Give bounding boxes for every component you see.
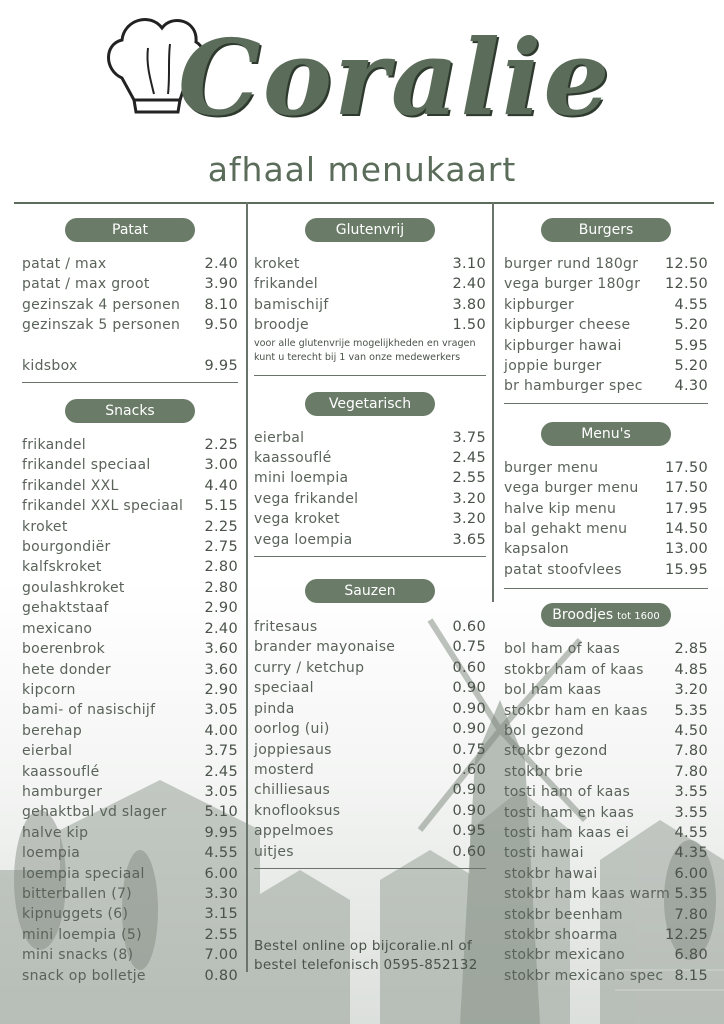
item-name: halve kip — [22, 824, 89, 841]
item-price: 3.10 — [452, 256, 486, 272]
item-price: 3.20 — [674, 682, 708, 699]
menu-item — [254, 295, 486, 315]
item-price: 5.35 — [674, 702, 708, 719]
item-name: curry / ketchup — [254, 659, 365, 676]
menu-item — [254, 678, 486, 698]
item-name: kroket — [254, 256, 300, 272]
menu-item — [504, 966, 708, 986]
item-price: 12.50 — [664, 256, 708, 272]
menu-item — [504, 701, 708, 721]
item-price: 5.20 — [674, 358, 708, 375]
item-name: oorlog (ui) — [254, 721, 330, 738]
menu-item — [22, 315, 238, 335]
item-name: kroket — [22, 518, 68, 535]
menu-item — [504, 499, 708, 519]
item-price: 4.85 — [674, 661, 708, 678]
item-price: 0.75 — [452, 741, 486, 758]
menu-item — [254, 274, 486, 294]
menu-item — [254, 428, 486, 448]
item-price: 6.00 — [674, 865, 708, 882]
section-title-broodjes — [541, 603, 671, 627]
item-price: 2.80 — [204, 559, 238, 576]
item-price: 9.95 — [204, 824, 238, 841]
item-name: patat stoofvlees — [504, 561, 622, 578]
broodjes-title: Broodjes — [552, 607, 614, 624]
menu-item — [22, 945, 238, 965]
item-name: fritesaus — [254, 619, 318, 636]
menu-item — [504, 925, 708, 945]
section-title-burgers: Burgers — [541, 218, 671, 242]
item-name: stokbr ham en kaas — [504, 702, 648, 719]
item-name: speciaal — [254, 680, 314, 697]
order-info — [254, 937, 486, 975]
menu-item — [254, 315, 486, 335]
item-name: eierbal — [254, 429, 305, 446]
item-price: 4.55 — [204, 845, 238, 862]
item-name: bami- of nasischijf — [22, 702, 156, 719]
menu-item — [254, 448, 486, 468]
section-title-patat: Patat — [65, 218, 195, 242]
item-name: mini loempia (5) — [22, 926, 142, 943]
item-price: 17.95 — [664, 500, 708, 517]
item-name: gezinszak 5 personen — [22, 317, 181, 334]
item-name: mini snacks (8) — [22, 947, 134, 964]
item-name: pinda — [254, 700, 295, 717]
menu-item — [504, 519, 708, 539]
item-price: 4.00 — [204, 722, 238, 739]
item-price: 0.90 — [452, 802, 486, 819]
menu-item — [22, 802, 238, 822]
item-name: loempia speciaal — [22, 865, 145, 882]
menu-item — [254, 468, 486, 488]
menu-item — [504, 376, 708, 396]
item-price: 0.90 — [452, 782, 486, 799]
item-price: 7.80 — [674, 906, 708, 923]
item-name: kidsbox — [22, 357, 78, 374]
section-burgers — [504, 218, 708, 404]
item-price: 7.80 — [674, 743, 708, 760]
item-price: 5.10 — [204, 804, 238, 821]
item-price: 17.50 — [664, 480, 708, 497]
section-glutenvrij — [254, 218, 486, 376]
section-menus — [504, 422, 708, 589]
menu-item — [504, 539, 708, 559]
menu-item — [254, 719, 486, 739]
item-name: stokbr beenham — [504, 906, 623, 923]
item-price: 7.00 — [204, 947, 238, 964]
menu-item — [22, 966, 238, 986]
section-title-vegetarisch: Vegetarisch — [305, 392, 435, 416]
item-price: 3.30 — [204, 885, 238, 902]
item-price: 3.15 — [204, 906, 238, 923]
item-name: patat / max groot — [22, 276, 150, 293]
item-name: joppiesaus — [254, 741, 332, 758]
menu-item — [22, 295, 238, 315]
header — [0, 0, 724, 195]
item-name: bol ham of kaas — [504, 641, 621, 658]
item-price: 3.60 — [204, 641, 238, 658]
menu-item — [504, 639, 708, 659]
item-name: appelmoes — [254, 823, 334, 840]
item-name: stokbr mexicano — [504, 947, 625, 964]
menu-item — [504, 295, 708, 315]
menu-item — [22, 864, 238, 884]
menu-item — [22, 537, 238, 557]
item-price: 8.15 — [674, 967, 708, 984]
item-name: kipburger hawai — [504, 337, 622, 354]
menu-item — [504, 884, 708, 904]
menu-item — [22, 598, 238, 618]
item-name: hamburger — [22, 783, 103, 800]
broodjes-list — [504, 639, 708, 986]
item-name: vega frikandel — [254, 490, 359, 507]
section-divider — [504, 403, 708, 404]
item-name: uitjes — [254, 843, 294, 860]
menu-item — [22, 254, 238, 274]
item-price: 3.55 — [674, 784, 708, 801]
item-name: broodje — [254, 317, 309, 334]
item-price: 3.80 — [452, 296, 486, 313]
item-name: frikandel — [254, 276, 318, 293]
item-price: 3.65 — [452, 531, 486, 548]
item-price: 2.25 — [204, 437, 238, 454]
item-price: 0.90 — [452, 700, 486, 717]
item-price: 12.50 — [664, 276, 708, 293]
item-name: frikandel XXL speciaal — [22, 498, 184, 515]
patat-list — [22, 254, 238, 376]
item-price: 6.80 — [674, 947, 708, 964]
menu-item — [22, 741, 238, 761]
menu-item — [504, 560, 708, 580]
item-price: 0.60 — [452, 843, 486, 860]
item-name: bal gehakt menu — [504, 521, 628, 538]
item-name: gezinszak 4 personen — [22, 296, 181, 313]
item-price: 4.40 — [204, 477, 238, 494]
menu-item — [504, 336, 708, 356]
item-price: 4.50 — [674, 722, 708, 739]
menu-item — [504, 660, 708, 680]
section-patat — [22, 218, 238, 383]
menu-item — [504, 905, 708, 925]
item-price: 0.80 — [204, 967, 238, 984]
item-name: eierbal — [22, 743, 73, 760]
menu-item — [22, 680, 238, 700]
item-name: kapsalon — [504, 541, 569, 558]
section-divider — [22, 382, 238, 383]
item-name: kipnuggets (6) — [22, 906, 129, 923]
menu-item — [22, 356, 238, 376]
item-price: 9.95 — [204, 357, 238, 374]
section-sauzen — [254, 579, 486, 869]
menu-item — [504, 356, 708, 376]
menu-item — [22, 823, 238, 843]
item-name: joppie burger — [504, 358, 602, 375]
menu-item — [254, 254, 486, 274]
item-price: 2.90 — [204, 600, 238, 617]
item-name: snack op bolletje — [22, 967, 146, 984]
menu-item — [254, 509, 486, 529]
item-name: stokbr gezond — [504, 743, 608, 760]
item-name: berehap — [22, 722, 83, 739]
item-price: 3.05 — [204, 783, 238, 800]
menu-subtitle: afhaal menukaart — [207, 150, 517, 189]
item-price: 0.75 — [452, 639, 486, 656]
section-broodjes — [504, 603, 708, 986]
item-price: 3.20 — [452, 490, 486, 507]
item-name: stokbr mexicano spec — [504, 967, 664, 984]
item-price: 2.40 — [204, 256, 238, 272]
item-price: 12.25 — [664, 926, 708, 943]
menu-item — [254, 821, 486, 841]
order-phone-text: bestel telefonisch 0595-852132 — [254, 956, 478, 973]
snacks-list — [22, 435, 238, 986]
glutenvrij-list — [254, 254, 486, 336]
item-price: 7.80 — [674, 763, 708, 780]
item-name: br hamburger spec — [504, 378, 643, 395]
item-name: bitterballen (7) — [22, 885, 132, 902]
menu-item — [22, 843, 238, 863]
item-price: 5.35 — [674, 886, 708, 903]
menu-item — [22, 476, 238, 496]
item-name: tosti ham en kaas — [504, 804, 635, 821]
item-name: gehaktbal vd slager — [22, 804, 167, 821]
item-name: vega burger 180gr — [504, 276, 641, 293]
item-price: 5.95 — [674, 337, 708, 354]
item-name: goulashkroket — [22, 579, 125, 596]
item-price: 3.55 — [674, 804, 708, 821]
item-name: mini loempia — [254, 470, 349, 487]
menu-item — [22, 782, 238, 802]
item-name: loempia — [22, 845, 81, 862]
column-left — [22, 218, 238, 986]
item-price: 2.80 — [204, 579, 238, 596]
item-name: mosterd — [254, 761, 315, 778]
column-right — [504, 218, 708, 986]
item-price: 4.55 — [674, 296, 708, 313]
item-name: gehaktstaaf — [22, 600, 109, 617]
item-price: 0.60 — [452, 761, 486, 778]
item-price: 0.95 — [452, 823, 486, 840]
item-name: bamischijf — [254, 296, 329, 313]
item-price: 5.20 — [674, 317, 708, 334]
menu-item — [22, 925, 238, 945]
menu-item — [22, 904, 238, 924]
menu-item — [504, 803, 708, 823]
burgers-list — [504, 254, 708, 397]
menu-item — [504, 721, 708, 741]
column-middle — [254, 218, 486, 975]
item-price: 3.90 — [204, 276, 238, 293]
item-name: kipcorn — [22, 681, 76, 698]
item-name: bourgondiër — [22, 539, 111, 556]
item-price: 2.25 — [204, 518, 238, 535]
menu-item — [504, 823, 708, 843]
item-name: burger menu — [504, 459, 599, 476]
item-name: chilliesaus — [254, 782, 331, 799]
logo — [100, 8, 640, 158]
menu-item — [22, 455, 238, 475]
item-price: 3.75 — [452, 429, 486, 446]
section-divider — [504, 588, 708, 589]
item-price: 0.90 — [452, 680, 486, 697]
item-name: burger rund 180gr — [504, 256, 639, 272]
item-price: 2.45 — [452, 450, 486, 467]
menu-item — [254, 530, 486, 550]
vegetarisch-list — [254, 428, 486, 550]
section-title-glutenvrij: Glutenvrij — [305, 218, 435, 242]
item-name: tosti ham of kaas — [504, 784, 631, 801]
item-name: kalfskroket — [22, 559, 102, 576]
item-name: brander mayonaise — [254, 639, 396, 656]
item-price: 13.00 — [664, 541, 708, 558]
menu-item — [22, 700, 238, 720]
section-vegetarisch — [254, 392, 486, 557]
item-name: vega kroket — [254, 511, 340, 528]
section-divider — [254, 868, 486, 869]
item-price: 0.90 — [452, 721, 486, 738]
item-price: 1.50 — [452, 317, 486, 334]
item-price: 2.55 — [204, 926, 238, 943]
item-price: 5.15 — [204, 498, 238, 515]
menu-item — [504, 864, 708, 884]
menu-item — [504, 315, 708, 335]
menu-item — [504, 741, 708, 761]
item-name: frikandel — [22, 437, 86, 454]
item-name: vega loempia — [254, 531, 353, 548]
menu-item — [22, 496, 238, 516]
menu-item — [254, 740, 486, 760]
item-name: tosti hawai — [504, 845, 584, 862]
item-price: 3.60 — [204, 661, 238, 678]
item-name: vega burger menu — [504, 480, 639, 497]
section-title-sauzen: Sauzen — [305, 579, 435, 603]
menu-item — [22, 660, 238, 680]
item-price: 4.30 — [674, 378, 708, 395]
item-name: frikandel XXL — [22, 477, 119, 494]
glutenvrij-note: voor alle glutenvrije mogelijkheden en vragen kunt u terecht bij 1 van onze medewerkers — [254, 337, 476, 363]
section-snacks — [22, 399, 238, 986]
item-name: bol gezond — [504, 722, 584, 739]
item-price: 2.75 — [204, 539, 238, 556]
menu-item — [22, 435, 238, 455]
item-price: 15.95 — [664, 561, 708, 578]
item-price: 17.50 — [664, 459, 708, 476]
item-price: 2.55 — [452, 470, 486, 487]
item-price: 2.40 — [452, 276, 486, 293]
menu-item — [504, 458, 708, 478]
sauzen-list — [254, 617, 486, 862]
item-name: halve kip menu — [504, 500, 617, 517]
item-price: 2.40 — [204, 620, 238, 637]
menu-item — [22, 517, 238, 537]
menu-item — [504, 945, 708, 965]
menu-item — [254, 617, 486, 637]
item-price: 4.55 — [674, 824, 708, 841]
column-divider-right — [492, 202, 494, 602]
item-name: boerenbrok — [22, 641, 106, 658]
item-price: 6.00 — [204, 865, 238, 882]
item-name: stokbr ham of kaas — [504, 661, 644, 678]
item-name: knoflooksus — [254, 802, 341, 819]
menu-item — [504, 274, 708, 294]
item-price: 3.05 — [204, 702, 238, 719]
item-price: 3.75 — [204, 743, 238, 760]
item-name: stokbr shoarma — [504, 926, 618, 943]
menu-item — [254, 489, 486, 509]
item-price: 8.10 — [204, 296, 238, 313]
menu-item — [504, 680, 708, 700]
menu-item — [22, 884, 238, 904]
menu-item — [504, 782, 708, 802]
item-name: kipburger — [504, 296, 575, 313]
item-name: mexicano — [22, 620, 93, 637]
item-name: tosti ham kaas ei — [504, 824, 630, 841]
section-divider — [254, 375, 486, 376]
column-divider-left — [246, 202, 248, 972]
item-price: 2.45 — [204, 763, 238, 780]
menu-item — [22, 578, 238, 598]
item-name: frikandel speciaal — [22, 457, 151, 474]
item-name: stokbr brie — [504, 763, 583, 780]
item-price: 4.35 — [674, 845, 708, 862]
menu-item — [22, 557, 238, 577]
menu-item — [254, 780, 486, 800]
menu-item — [22, 274, 238, 294]
item-price: 0.60 — [452, 659, 486, 676]
menu-item — [22, 639, 238, 659]
menu-item — [254, 658, 486, 678]
item-price: 9.50 — [204, 317, 238, 334]
broodjes-time: tot 1600 — [617, 611, 660, 623]
item-price: 3.00 — [204, 457, 238, 474]
item-price: 0.60 — [452, 619, 486, 636]
brand-name: Coralie — [178, 16, 612, 139]
item-name: patat / max — [22, 256, 107, 272]
item-name: bol ham kaas — [504, 682, 602, 699]
item-price: 14.50 — [664, 521, 708, 538]
menu-item — [22, 721, 238, 741]
menu-item — [504, 762, 708, 782]
menu-item — [504, 478, 708, 498]
section-divider — [254, 556, 486, 557]
menu-item — [254, 699, 486, 719]
menu-item — [254, 801, 486, 821]
menu-item — [504, 843, 708, 863]
menu-item — [22, 762, 238, 782]
menu-item — [22, 619, 238, 639]
item-price: 3.20 — [452, 511, 486, 528]
section-title-menus: Menu's — [541, 422, 671, 446]
menu-item — [254, 842, 486, 862]
item-name: kipburger cheese — [504, 317, 631, 334]
item-name: kaassouflé — [22, 763, 100, 780]
menu-item — [254, 760, 486, 780]
item-name: stokbr hawai — [504, 865, 598, 882]
menu-item — [254, 637, 486, 657]
item-name: kaassouflé — [254, 450, 332, 467]
menu-item — [504, 254, 708, 274]
section-title-snacks: Snacks — [65, 399, 195, 423]
menus-list — [504, 458, 708, 580]
item-name: hete donder — [22, 661, 111, 678]
item-price: 2.85 — [674, 641, 708, 658]
item-price: 2.90 — [204, 681, 238, 698]
order-online-text: Bestel online op bijcoralie.nl of — [254, 937, 473, 954]
item-name: stokbr ham kaas warm — [504, 886, 671, 903]
